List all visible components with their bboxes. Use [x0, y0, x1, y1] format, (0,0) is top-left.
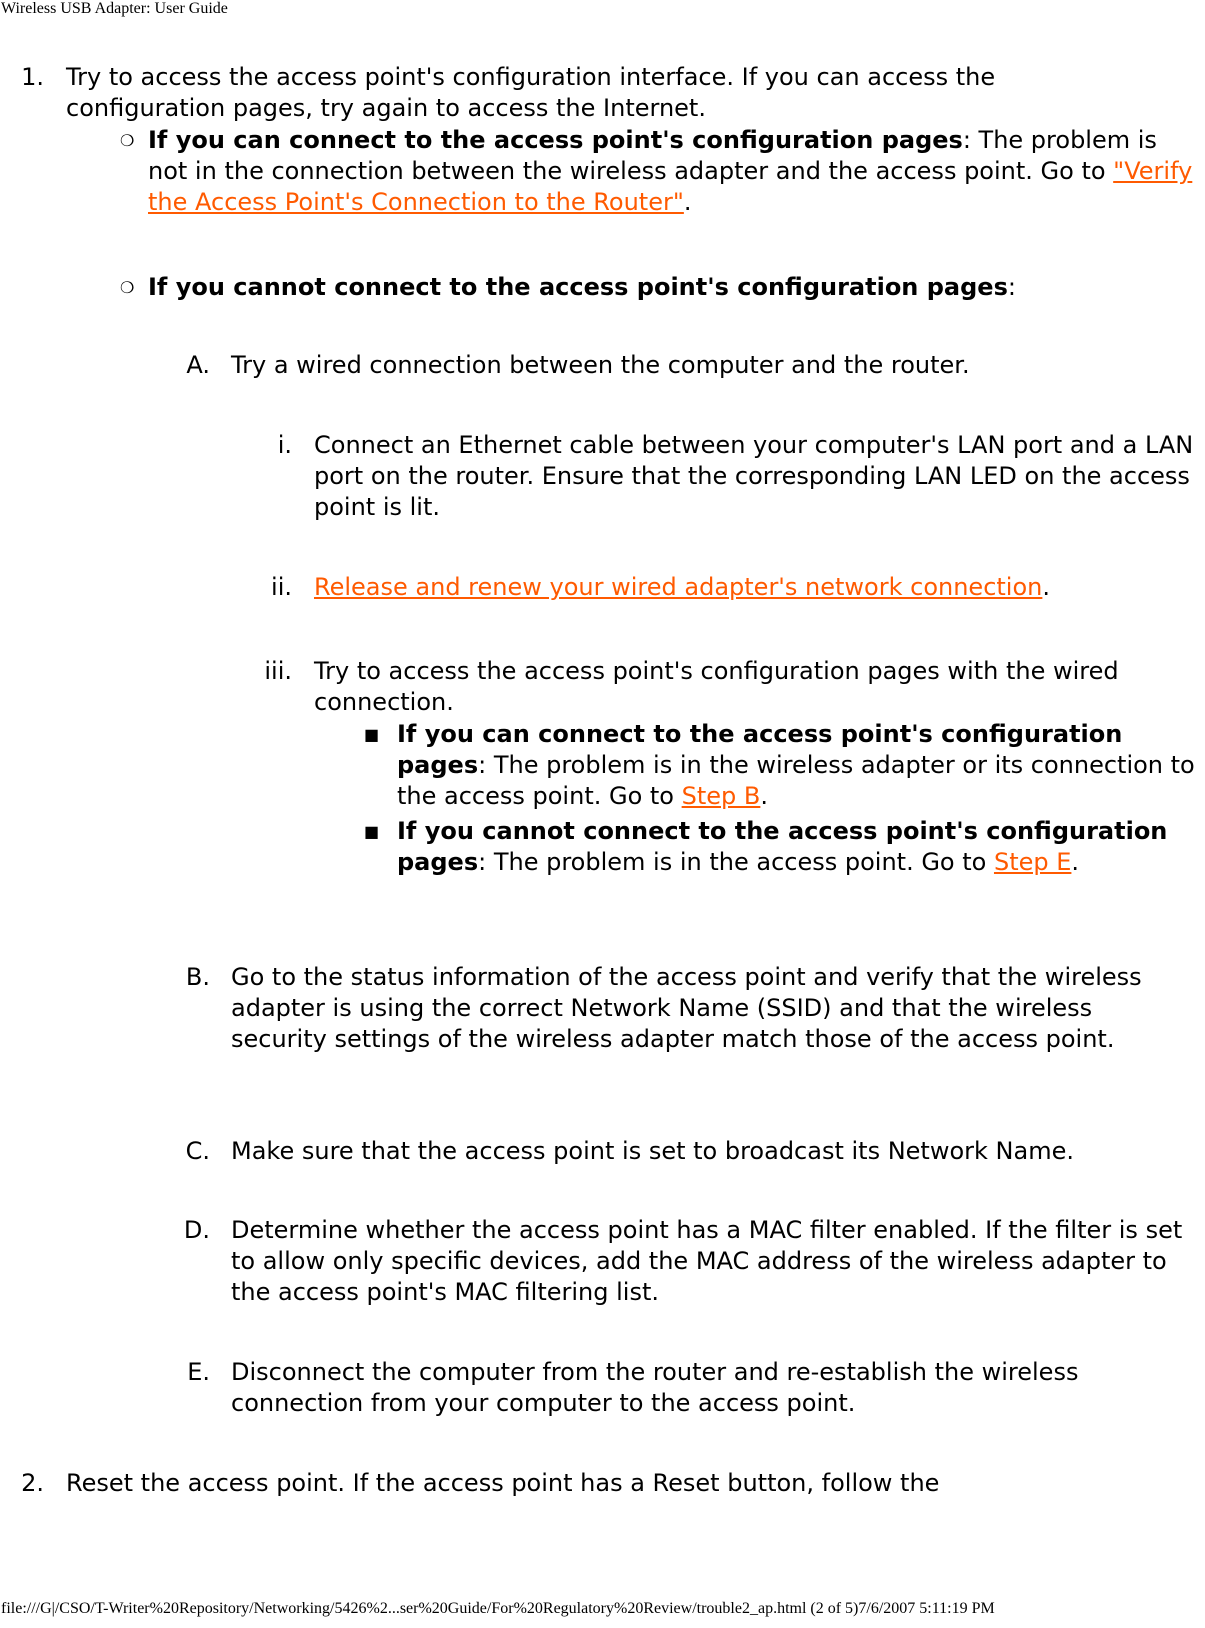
step-2-text: Reset the access point. If the access point has a Reset button, follow the	[66, 1469, 940, 1497]
step-B-text: Go to the status information of the access point and verify that the wireless adapter is using the correct Network Name (SSID) and that the wireless security settings of the wireless adapter match those of the access point.	[231, 963, 1142, 1053]
step-A-iii-marker: iii.	[264, 657, 292, 685]
iii-can-connect-end: .	[760, 782, 769, 810]
cannot-connect-paragraph	[148, 272, 1200, 303]
can-connect-paragraph	[148, 125, 1200, 218]
step-A-i-text: Connect an Ethernet cable between your computer's LAN port and a LAN port on the router. Ensure that the corresponding LAN LED on the access point is lit.	[314, 431, 1194, 521]
iii-cannot-connect-heading: If you cannot connect to the access point's configuration pages	[397, 817, 1168, 876]
step-E-text: Disconnect the computer from the router and re-establish the wireless connection from your computer to the access point.	[231, 1358, 1079, 1417]
cannot-connect-heading: If you cannot connect to the access point's configuration pages	[148, 273, 1008, 301]
iii-can-connect-paragraph	[397, 719, 1197, 812]
can-connect-end: .	[683, 188, 692, 216]
step-1-marker: 1.	[21, 63, 44, 91]
square-bullet-icon: ■	[364, 725, 380, 744]
step-A-iii-text: Try to access the access point's configuration pages with the wired connection.	[314, 657, 1119, 716]
hollow-bullet-icon: ❍	[120, 131, 135, 150]
page-header-title: Wireless USB Adapter: User Guide	[1, 0, 228, 17]
square-bullet-icon: ■	[364, 822, 380, 841]
iii-cannot-connect-text: : The problem is in the access point. Go to	[478, 848, 994, 876]
iii-cannot-connect-end: .	[1071, 848, 1080, 876]
step-A-ii-end: .	[1042, 573, 1051, 601]
verify-ap-connection-link[interactable]: "Verify the Access Point's Connection to the Router"	[148, 157, 1193, 216]
release-renew-link[interactable]: Release and renew your wired adapter's network connection	[314, 573, 1043, 601]
iii-can-connect-text: : The problem is in the wireless adapter or its connection to the access point. Go to	[397, 751, 1195, 810]
step-B-link[interactable]: Step B	[681, 782, 761, 810]
step-A-marker: A.	[186, 351, 210, 379]
step-1-text: Try to access the access point's configuration interface. If you can access the configuration pages, try again to access the Internet.	[66, 63, 996, 122]
step-D-marker: D.	[183, 1216, 210, 1244]
step-A-ii-marker: ii.	[271, 573, 292, 601]
step-C-text: Make sure that the access point is set to broadcast its Network Name.	[231, 1137, 1074, 1165]
step-B-marker: B.	[185, 963, 210, 991]
cannot-connect-end: :	[1007, 273, 1016, 301]
step-A-text: Try a wired connection between the computer and the router.	[231, 351, 970, 379]
step-E-link[interactable]: Step E	[993, 848, 1072, 876]
iii-can-connect-heading: If you can connect to the access point's configuration pages	[397, 720, 1123, 779]
step-E-marker: E.	[187, 1358, 210, 1386]
can-connect-heading: If you can connect to the access point's configuration pages	[148, 126, 963, 154]
step-A-ii-paragraph	[314, 572, 1204, 603]
step-C-marker: C.	[185, 1137, 210, 1165]
iii-cannot-connect-paragraph	[397, 816, 1197, 878]
step-2-marker: 2.	[21, 1469, 44, 1497]
hollow-bullet-icon: ❍	[120, 278, 135, 297]
can-connect-text: : The problem is not in the connection between the wireless adapter and the access point. Go to	[148, 126, 1157, 185]
step-D-text: Determine whether the access point has a MAC filter enabled. If the filter is set to allow only specific devices, add the MAC address of the wireless adapter to the access point's MAC filtering list.	[231, 1216, 1183, 1306]
page-footer-path: file:///G|/CSO/T-Writer%20Repository/Networking/5426%2...ser%20Guide/For%20Regulatory%20Review/trouble2_ap.html (2 of 5)7/6/2007 5:11:19 PM	[1, 1600, 995, 1617]
step-A-i-marker: i.	[277, 431, 292, 459]
